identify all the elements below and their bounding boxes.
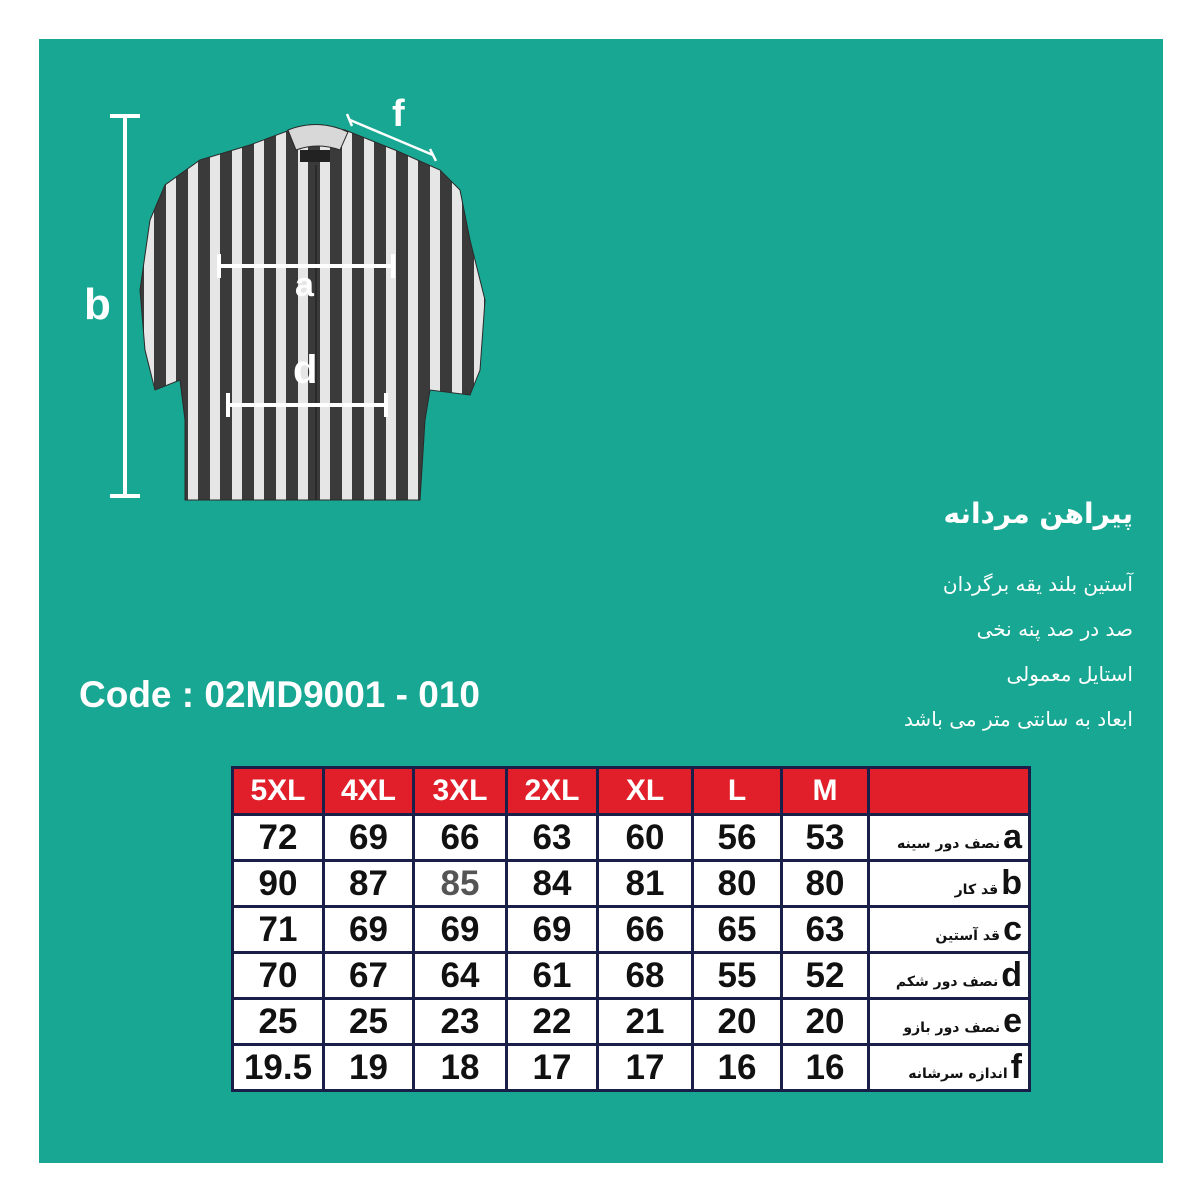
table-cell: 52 (782, 953, 869, 999)
table-cell: 22 (507, 999, 598, 1045)
table-cell: 69 (414, 907, 507, 953)
table-cell: 69 (324, 815, 414, 861)
size-header: 4XL (324, 768, 414, 815)
table-cell: 64 (414, 953, 507, 999)
table-cell: 17 (507, 1045, 598, 1091)
table-cell: 87 (324, 861, 414, 907)
table-cell: 65 (693, 907, 782, 953)
table-cell: 16 (693, 1045, 782, 1091)
feature-item: ابعاد به سانتی متر می باشد (903, 707, 1133, 731)
table-row (233, 999, 1030, 1045)
table-row (233, 861, 1030, 907)
size-header: XL (598, 768, 693, 815)
size-header: 3XL (414, 768, 507, 815)
table-cell: 56 (693, 815, 782, 861)
row-label (869, 953, 1030, 999)
size-header: 5XL (233, 768, 324, 815)
table-cell: 71 (233, 907, 324, 953)
row-letter: d (1001, 956, 1022, 994)
row-letter: e (1003, 1002, 1022, 1040)
row-letter: c (1003, 910, 1022, 948)
table-cell: 84 (507, 861, 598, 907)
table-cell: 67 (324, 953, 414, 999)
product-features (904, 566, 1133, 746)
measure-b-label: b (84, 280, 111, 329)
table-row (233, 815, 1030, 861)
row-letter: b (1001, 864, 1022, 902)
table-cell: 61 (507, 953, 598, 999)
row-label-text: قد کار (954, 882, 999, 898)
size-header: M (782, 768, 869, 815)
size-table (231, 766, 1031, 1092)
shirt-diagram (0, 0, 1200, 560)
product-code: Code : 02MD9001 - 010 (79, 674, 481, 715)
row-letter: f (1010, 1048, 1022, 1086)
row-label-text: اندازه سرشانه (908, 1066, 1008, 1082)
table-cell: 85 (414, 861, 507, 907)
table-cell: 63 (507, 815, 598, 861)
table-cell: 80 (693, 861, 782, 907)
table-cell: 25 (233, 999, 324, 1045)
feature-item: استایل معمولی (1006, 662, 1133, 686)
measure-d-label: d (293, 348, 318, 392)
row-label (869, 815, 1030, 861)
table-cell: 16 (782, 1045, 869, 1091)
table-cell: 17 (598, 1045, 693, 1091)
row-label (869, 907, 1030, 953)
feature-item: آستین بلند یقه برگردان (942, 572, 1133, 596)
table-cell: 19.5 (233, 1045, 324, 1091)
feature-item: صد در صد پنه نخی (976, 617, 1133, 641)
table-row (233, 953, 1030, 999)
size-header: L (693, 768, 782, 815)
row-label (869, 1045, 1030, 1091)
row-label-text: قد آستین (935, 928, 1001, 944)
measure-f-label: f (392, 93, 405, 135)
table-cell: 20 (693, 999, 782, 1045)
table-cell: 60 (598, 815, 693, 861)
table-cell: 53 (782, 815, 869, 861)
table-row (233, 1045, 1030, 1091)
table-cell: 69 (507, 907, 598, 953)
size-header (869, 768, 1030, 815)
table-cell: 81 (598, 861, 693, 907)
table-cell: 21 (598, 999, 693, 1045)
measure-b-line (110, 116, 140, 496)
table-cell: 66 (414, 815, 507, 861)
table-cell: 25 (324, 999, 414, 1045)
table-cell: 23 (414, 999, 507, 1045)
table-cell: 63 (782, 907, 869, 953)
size-header-row (233, 768, 1030, 815)
shirt-image (130, 120, 500, 510)
table-cell: 55 (693, 953, 782, 999)
row-label-text: نصف دور شکم (895, 974, 999, 990)
row-label (869, 999, 1030, 1045)
table-cell: 19 (324, 1045, 414, 1091)
table-cell: 70 (233, 953, 324, 999)
row-label-text: نصف دور بازو (903, 1020, 1001, 1036)
row-letter: a (1003, 818, 1022, 856)
table-cell: 20 (782, 999, 869, 1045)
table-cell: 66 (598, 907, 693, 953)
table-cell: 80 (782, 861, 869, 907)
table-cell: 72 (233, 815, 324, 861)
table-cell: 69 (324, 907, 414, 953)
row-label-text: نصف دور سینه (896, 836, 1001, 852)
row-label (869, 861, 1030, 907)
product-title: پیراهن مردانه (943, 497, 1133, 530)
table-cell: 90 (233, 861, 324, 907)
table-row (233, 907, 1030, 953)
table-cell: 68 (598, 953, 693, 999)
table-cell: 18 (414, 1045, 507, 1091)
measure-a-label: a (295, 266, 314, 304)
size-header: 2XL (507, 768, 598, 815)
